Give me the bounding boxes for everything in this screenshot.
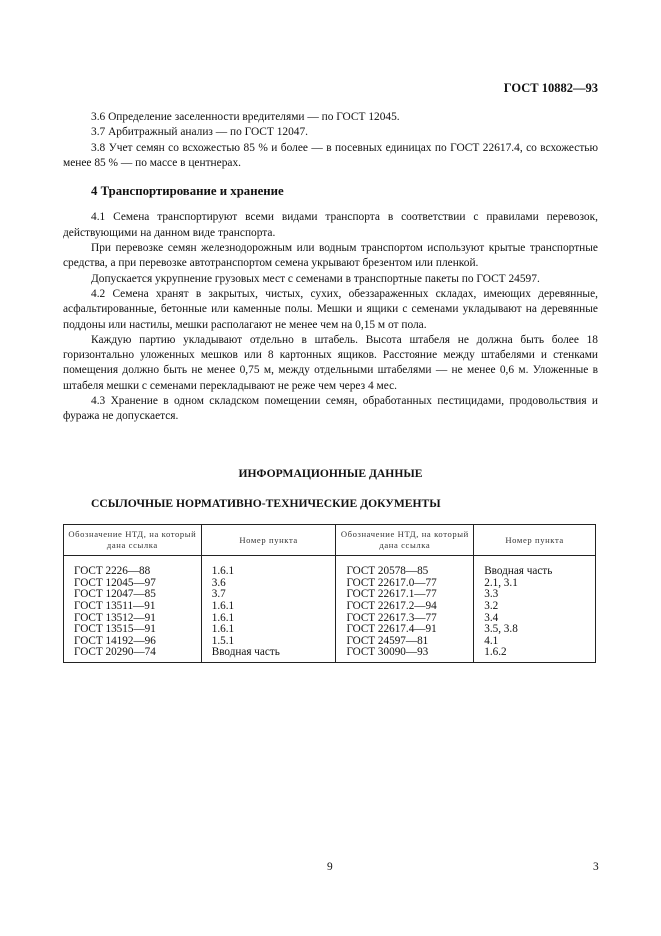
table-row xyxy=(64,601,596,613)
header-ntd-left: Обозначение НТД, на который дана ссылка xyxy=(64,525,202,556)
paragraph-4-2: 4.2 Семена хранят в закрытых, чистых, сухих, обеззараженных складах, имеющих деревянные, асфальтированные, бетонные или каменные полы. Мешки и ящики с семенами укладывают на деревянные поддоны или настилы, мешки располагают не менее чем на 0,15 м от пола. xyxy=(63,287,598,331)
cell-clause-left: Вводная часть xyxy=(201,647,336,662)
references-table xyxy=(63,524,596,663)
cell-clause-left: 1.5.1 xyxy=(201,636,336,648)
references-title: ССЫЛОЧНЫЕ НОРМАТИВНО-ТЕХНИЧЕСКИЕ ДОКУМЕНТЫ xyxy=(91,496,441,510)
paragraph-4-3: 4.3 Хранение в одном складском помещении семян, обработанных пестицидами, продовольствия и фуража не допускается. xyxy=(63,395,598,423)
paragraph-4-1-packets: Допускается укрупнение грузовых мест с семенами в транспортные пакеты по ГОСТ 24597. xyxy=(91,272,540,285)
cell-clause-left: 1.6.1 xyxy=(201,556,336,578)
cell-ntd-right: ГОСТ 22617.1—77 xyxy=(336,589,474,601)
cell-ntd-right: ГОСТ 24597—81 xyxy=(336,636,474,648)
info-data-title: ИНФОРМАЦИОННЫЕ ДАННЫЕ xyxy=(238,466,423,480)
cell-ntd-right: ГОСТ 22617.4—91 xyxy=(336,624,474,636)
cell-clause-right: 3.3 xyxy=(474,589,596,601)
cell-clause-right: 2.1, 3.1 xyxy=(474,578,596,590)
cell-clause-left: 1.6.1 xyxy=(201,613,336,625)
section-4-heading: 4 Транспортирование и хранение xyxy=(91,184,284,199)
cell-ntd-left: ГОСТ 13515—91 xyxy=(64,624,202,636)
table-row xyxy=(64,647,596,662)
cell-ntd-left: ГОСТ 12045—97 xyxy=(64,578,202,590)
cell-clause-right: 4.1 xyxy=(474,636,596,648)
cell-ntd-right: ГОСТ 30090—93 xyxy=(336,647,474,662)
cell-ntd-left: ГОСТ 14192—96 xyxy=(64,636,202,648)
doc-code-header: ГОСТ 10882—93 xyxy=(503,81,598,95)
cell-ntd-left: ГОСТ 13511—91 xyxy=(64,601,202,613)
cell-ntd-right: ГОСТ 22617.2—94 xyxy=(336,601,474,613)
cell-clause-left: 3.7 xyxy=(201,589,336,601)
paragraph-4-1: 4.1 Семена транспортируют всеми видами транспорта в соответствии с правилами перевозок, действующими на данном виде транспорта. xyxy=(63,211,598,239)
cell-ntd-left: ГОСТ 13512—91 xyxy=(64,613,202,625)
header-clause-left: Номер пункта xyxy=(201,525,336,556)
references-table-body xyxy=(64,556,596,663)
paragraph-3-6: 3.6 Определение заселенности вредителями — по ГОСТ 12045. xyxy=(91,111,400,123)
paragraph-4-2-stacks: Каждую партию укладывают отдельно в штабель. Высота штабеля не должна быть более 18 горизонтально уложенных мешков или 8 картонных ящиков. Расстояние между штабелями и стенками помещения должно быть не менее 0,75 м, между отдельными штабелями — не менее 0,6 м. Уложенные в штабеля мешки с семенами перекладывают не реже чем через 4 мес. xyxy=(63,333,598,392)
table-row xyxy=(64,556,596,578)
cell-clause-right: 3.5, 3.8 xyxy=(474,624,596,636)
cell-ntd-left: ГОСТ 12047—85 xyxy=(64,589,202,601)
paragraph-4-1-rail: При перевозке семян железнодорожным или водным транспортом используют крытые транспортные средства, а при перевозке автотранспортом семена укрывают брезентом или пленкой. xyxy=(63,242,598,270)
cell-ntd-right: ГОСТ 22617.0—77 xyxy=(336,578,474,590)
document-body xyxy=(63,110,598,663)
cell-clause-right: Вводная часть xyxy=(474,556,596,578)
page-number-center: 9 xyxy=(327,861,333,873)
header-clause-right: Номер пункта xyxy=(474,525,596,556)
cell-ntd-right: ГОСТ 20578—85 xyxy=(336,556,474,578)
cell-clause-left: 1.6.1 xyxy=(201,624,336,636)
cell-ntd-left: ГОСТ 20290—74 xyxy=(64,647,202,662)
cell-clause-left: 3.6 xyxy=(201,578,336,590)
paragraph-3-8: 3.8 Учет семян со всхожестью 85 % и более — в посевных единицах по ГОСТ 22617.4, со всхожестью менее 85 % — по массе в центнерах. xyxy=(63,141,598,169)
cell-clause-left: 1.6.1 xyxy=(201,601,336,613)
paragraph-3-7: 3.7 Арбитражный анализ — по ГОСТ 12047. xyxy=(91,126,309,139)
cell-ntd-right: ГОСТ 22617.3—77 xyxy=(336,613,474,625)
references-table-header xyxy=(64,525,596,556)
cell-ntd-left: ГОСТ 2226—88 xyxy=(64,556,202,578)
cell-clause-right: 3.4 xyxy=(474,613,596,625)
header-ntd-right: Обозначение НТД, на который дана ссылка xyxy=(336,525,474,556)
page-number-right: 3 xyxy=(593,861,599,873)
cell-clause-right: 3.2 xyxy=(474,601,596,613)
cell-clause-right: 1.6.2 xyxy=(474,647,596,662)
